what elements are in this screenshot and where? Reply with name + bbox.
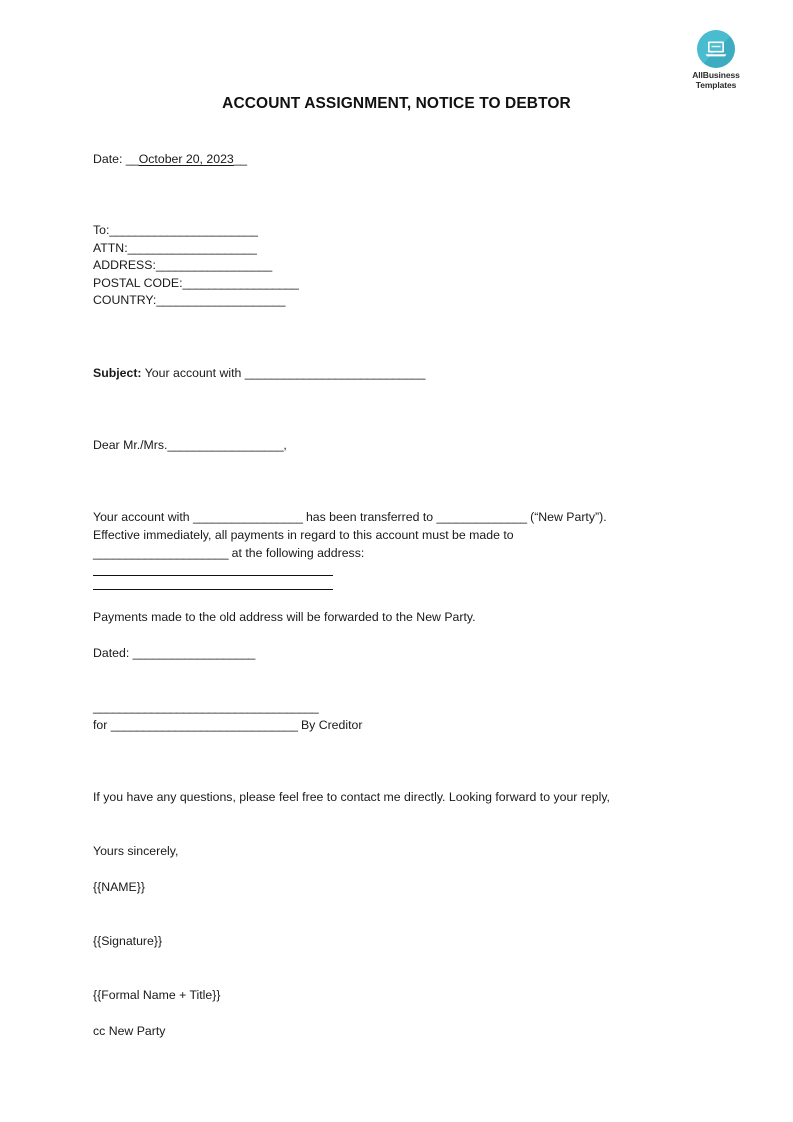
subject-line: [93, 364, 713, 382]
closing-cc-line: cc New Party: [93, 1023, 166, 1038]
date-label: Date:: [93, 152, 123, 166]
body-para1-part-a: Your account with: [93, 509, 190, 524]
address-blank-line-2: [93, 576, 713, 590]
recipient-rule-attn: ____________________: [127, 240, 257, 255]
recipient-rule-to: _______________________: [109, 223, 258, 237]
page-title: ACCOUNT ASSIGNMENT, NOTICE TO DEBTOR: [222, 95, 571, 112]
dated-line: [93, 644, 713, 662]
for-label: for: [93, 717, 108, 732]
date-trail-rule: __: [233, 152, 247, 166]
address-blank-line-1: [93, 562, 713, 576]
body-para1-rule-1: _________________: [193, 509, 303, 524]
brand-logo-line2: Templates: [695, 80, 737, 90]
date-lead-rule: __: [125, 152, 139, 166]
closing-signature-placeholder: {{Signature}}: [93, 933, 163, 948]
closing-name-placeholder: {{NAME}}: [93, 879, 145, 894]
body-para3-text: at the following address:: [231, 545, 365, 560]
body-para1-rule-2: ______________: [436, 509, 527, 524]
recipient-row-country: [93, 292, 713, 310]
body-para3-rule: _____________________: [93, 545, 229, 560]
signature-rule: ___________________________________: [93, 699, 319, 714]
body-paragraph-1: [93, 508, 713, 526]
recipient-label-country: COUNTRY:: [93, 293, 157, 307]
brand-logo-text: [678, 70, 754, 90]
address-blank-rule-1: [93, 562, 333, 576]
brand-logo: [678, 30, 754, 90]
salutation-rule: __________________: [167, 437, 284, 452]
recipient-rule-address: __________________: [155, 258, 272, 272]
closing-sign-off: Yours sincerely,: [93, 843, 179, 858]
salutation-line: [93, 436, 713, 454]
brand-logo-line1: AllBusiness: [692, 70, 740, 80]
closing-contact-line: If you have any questions, please feel free to contact me directly. Looking forward to your reply,: [93, 789, 610, 804]
subject-rule: ____________________________: [244, 365, 426, 380]
date-line: [93, 150, 713, 168]
recipient-block: [93, 222, 713, 310]
recipient-row-address: [93, 257, 713, 275]
dated-label: Dated:: [93, 645, 130, 660]
subject-text: Your account with: [144, 365, 242, 380]
dated-rule: ___________________: [132, 645, 255, 660]
signature-rule-line: [93, 698, 713, 716]
body-paragraph-2: Effective immediately, all payments in regard to this account must be made to: [93, 527, 514, 542]
laptop-icon: [704, 37, 728, 61]
for-rule: _____________________________: [110, 717, 298, 732]
recipient-label-postal-code: POSTAL CODE:: [93, 275, 183, 290]
salutation-comma: ,: [283, 437, 287, 452]
subject-label: Subject:: [93, 365, 142, 380]
by-creditor-label: By Creditor: [300, 717, 363, 732]
recipient-label-attn: ATTN:: [93, 240, 128, 255]
salutation-text: Dear Mr./Mrs.: [93, 437, 168, 452]
body-para1-part-b: has been transferred to: [305, 509, 434, 524]
recipient-rule-country: ____________________: [156, 293, 286, 307]
recipient-label-to: To:: [93, 223, 110, 237]
body-para1-part-c: (“New Party”).: [530, 509, 607, 524]
recipient-row-postal-code: [93, 275, 713, 293]
recipient-rule-postal-code: __________________: [182, 275, 299, 290]
letter-body: [93, 150, 713, 1040]
body-paragraph-4: Payments made to the old address will be forwarded to the New Party.: [93, 609, 476, 624]
recipient-row-to: [93, 222, 713, 240]
date-value: October 20, 2023: [138, 152, 234, 166]
address-blank-rule-2: [93, 576, 333, 590]
body-paragraph-3: [93, 544, 713, 562]
recipient-label-address: ADDRESS:: [93, 258, 156, 272]
for-creditor-line: [93, 716, 713, 734]
closing-formal-name-placeholder: {{Formal Name + Title}}: [93, 987, 221, 1002]
recipient-row-attn: [93, 240, 713, 258]
brand-logo-circle: [697, 30, 735, 68]
